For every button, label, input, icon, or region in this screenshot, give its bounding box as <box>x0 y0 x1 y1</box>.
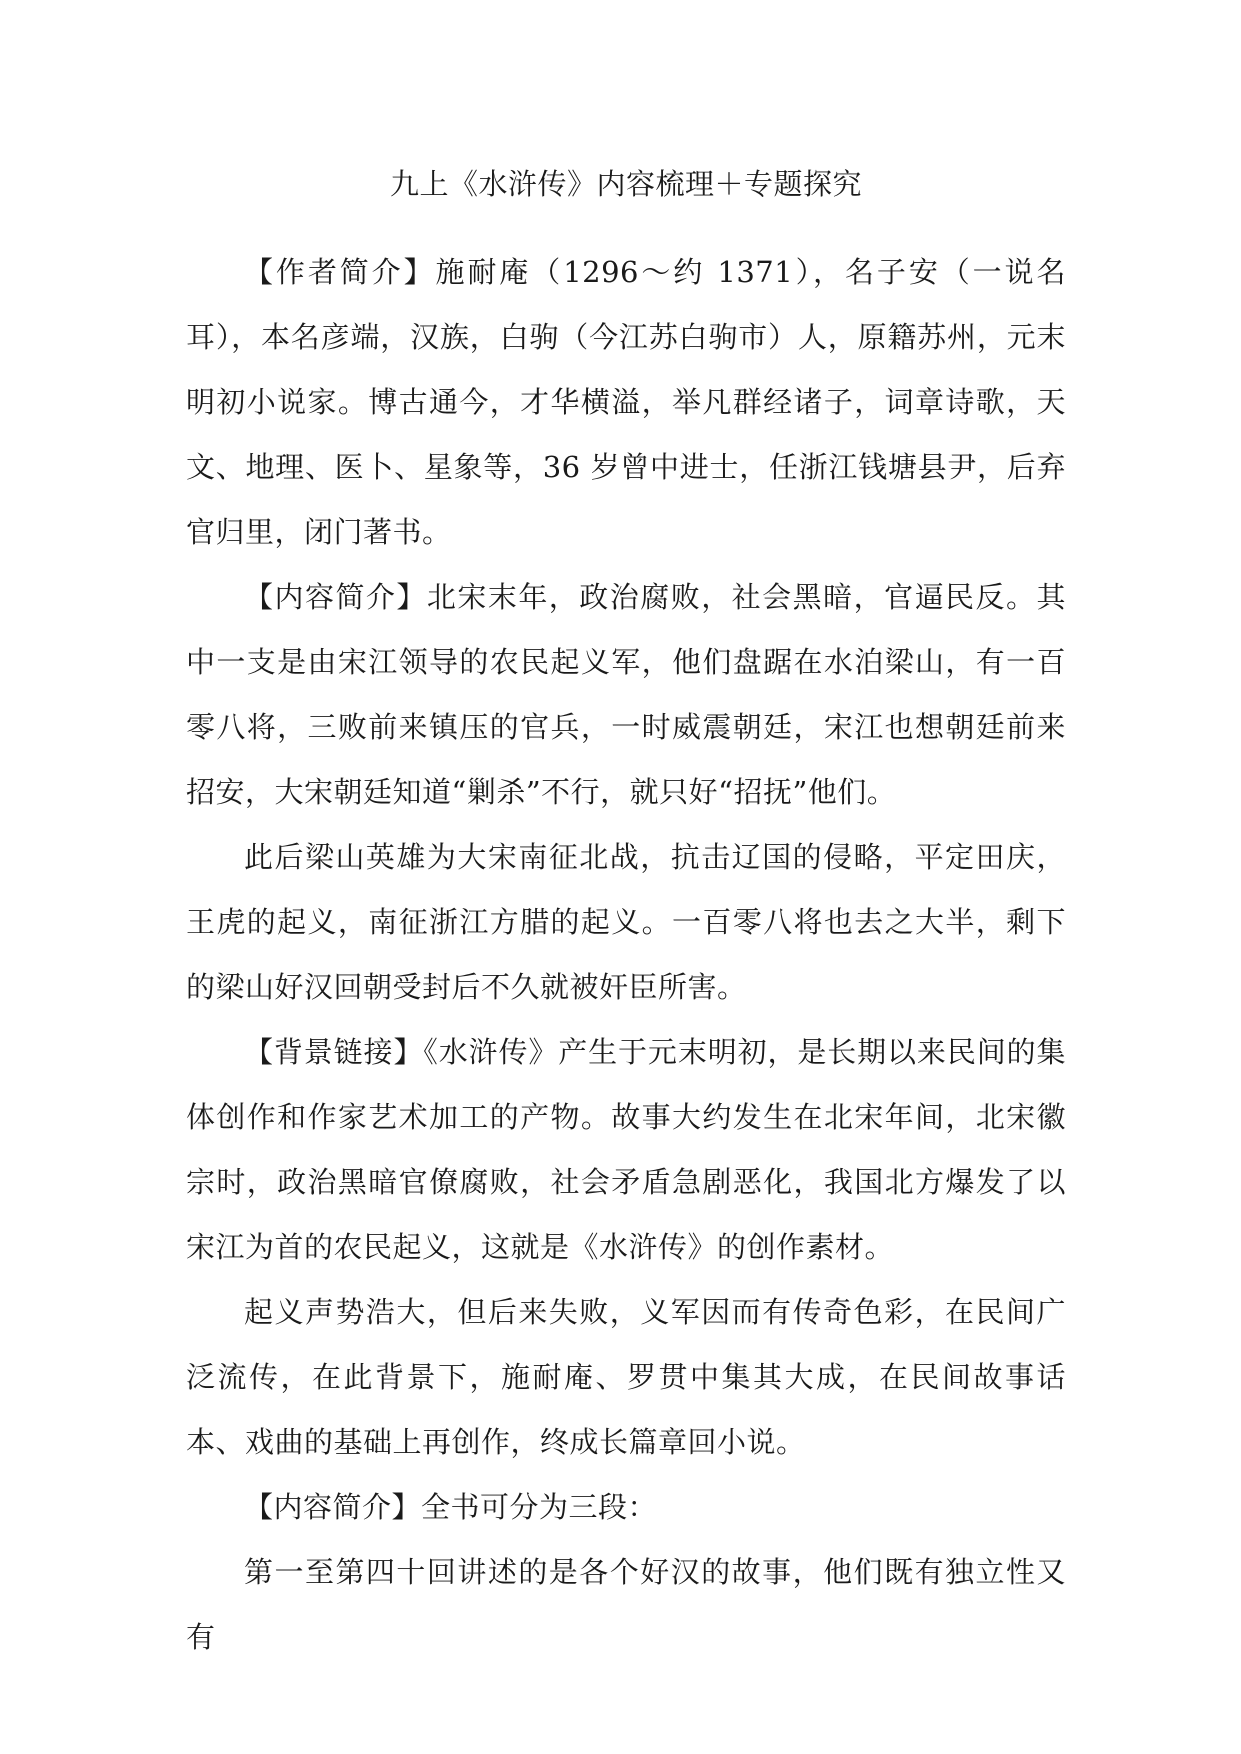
paragraph-first-section: 第一至第四十回讲述的是各个好汉的故事，他们既有独立性又有 <box>186 1555 1066 1654</box>
paragraph-background-continued: 起义声势浩大，但后来失败，义军因而有传奇色彩，在民间广泛流传，在此背景下，施耐庵、罗贯中集其大成，在民间故事话本、戏曲的基础上再创作，终成长篇章回小说。 <box>186 1295 1066 1459</box>
page-title: 九上《水浒传》内容梳理＋专题探究 <box>389 167 862 201</box>
paragraph-aftermath: 此后梁山英雄为大宋南征北战，抗击辽国的侵略，平定田庆，王虎的起义，南征浙江方腊的起义。一百零八将也去之大半，剩下的梁山好汉回朝受封后不久就被奸臣所害。 <box>186 840 1066 1004</box>
document-body <box>186 148 1066 1670</box>
paragraph-background: 【背景链接】《水浒传》产生于元末明初，是长期以来民间的集体创作和作家艺术加工的产物。故事大约发生在北宋年间，北宋徽宗时，政治黑暗官僚腐败，社会矛盾急剧恶化，我国北方爆发了以宋江为首的农民起义，这就是《水浒传》的创作素材。 <box>186 1035 1066 1264</box>
paragraph-content-sections: 【内容简介】全书可分为三段： <box>244 1490 658 1524</box>
paragraph-author-intro: 【作者简介】施耐庵（1296～约 1371），名子安（一说名耳），本名彦端，汉族，白驹（今江苏白驹市）人，原籍苏州，元末明初小说家。博古通今，才华横溢，举凡群经诸子，词章诗歌，天文、地理、医卜、星象等，36 岁曾中进士，任浙江钱塘县尹，后弃官归里，闭门著书。 <box>186 255 1066 549</box>
paragraph-content-intro: 【内容简介】北宋末年，政治腐败，社会黑暗，官逼民反。其中一支是由宋江领导的农民起义军，他们盘踞在水泊梁山，有一百零八将，三败前来镇压的官兵，一时威震朝廷，宋江也想朝廷前来招安，大宋朝廷知道“剿杀”不行，就只好“招抚”他们。 <box>186 580 1066 809</box>
